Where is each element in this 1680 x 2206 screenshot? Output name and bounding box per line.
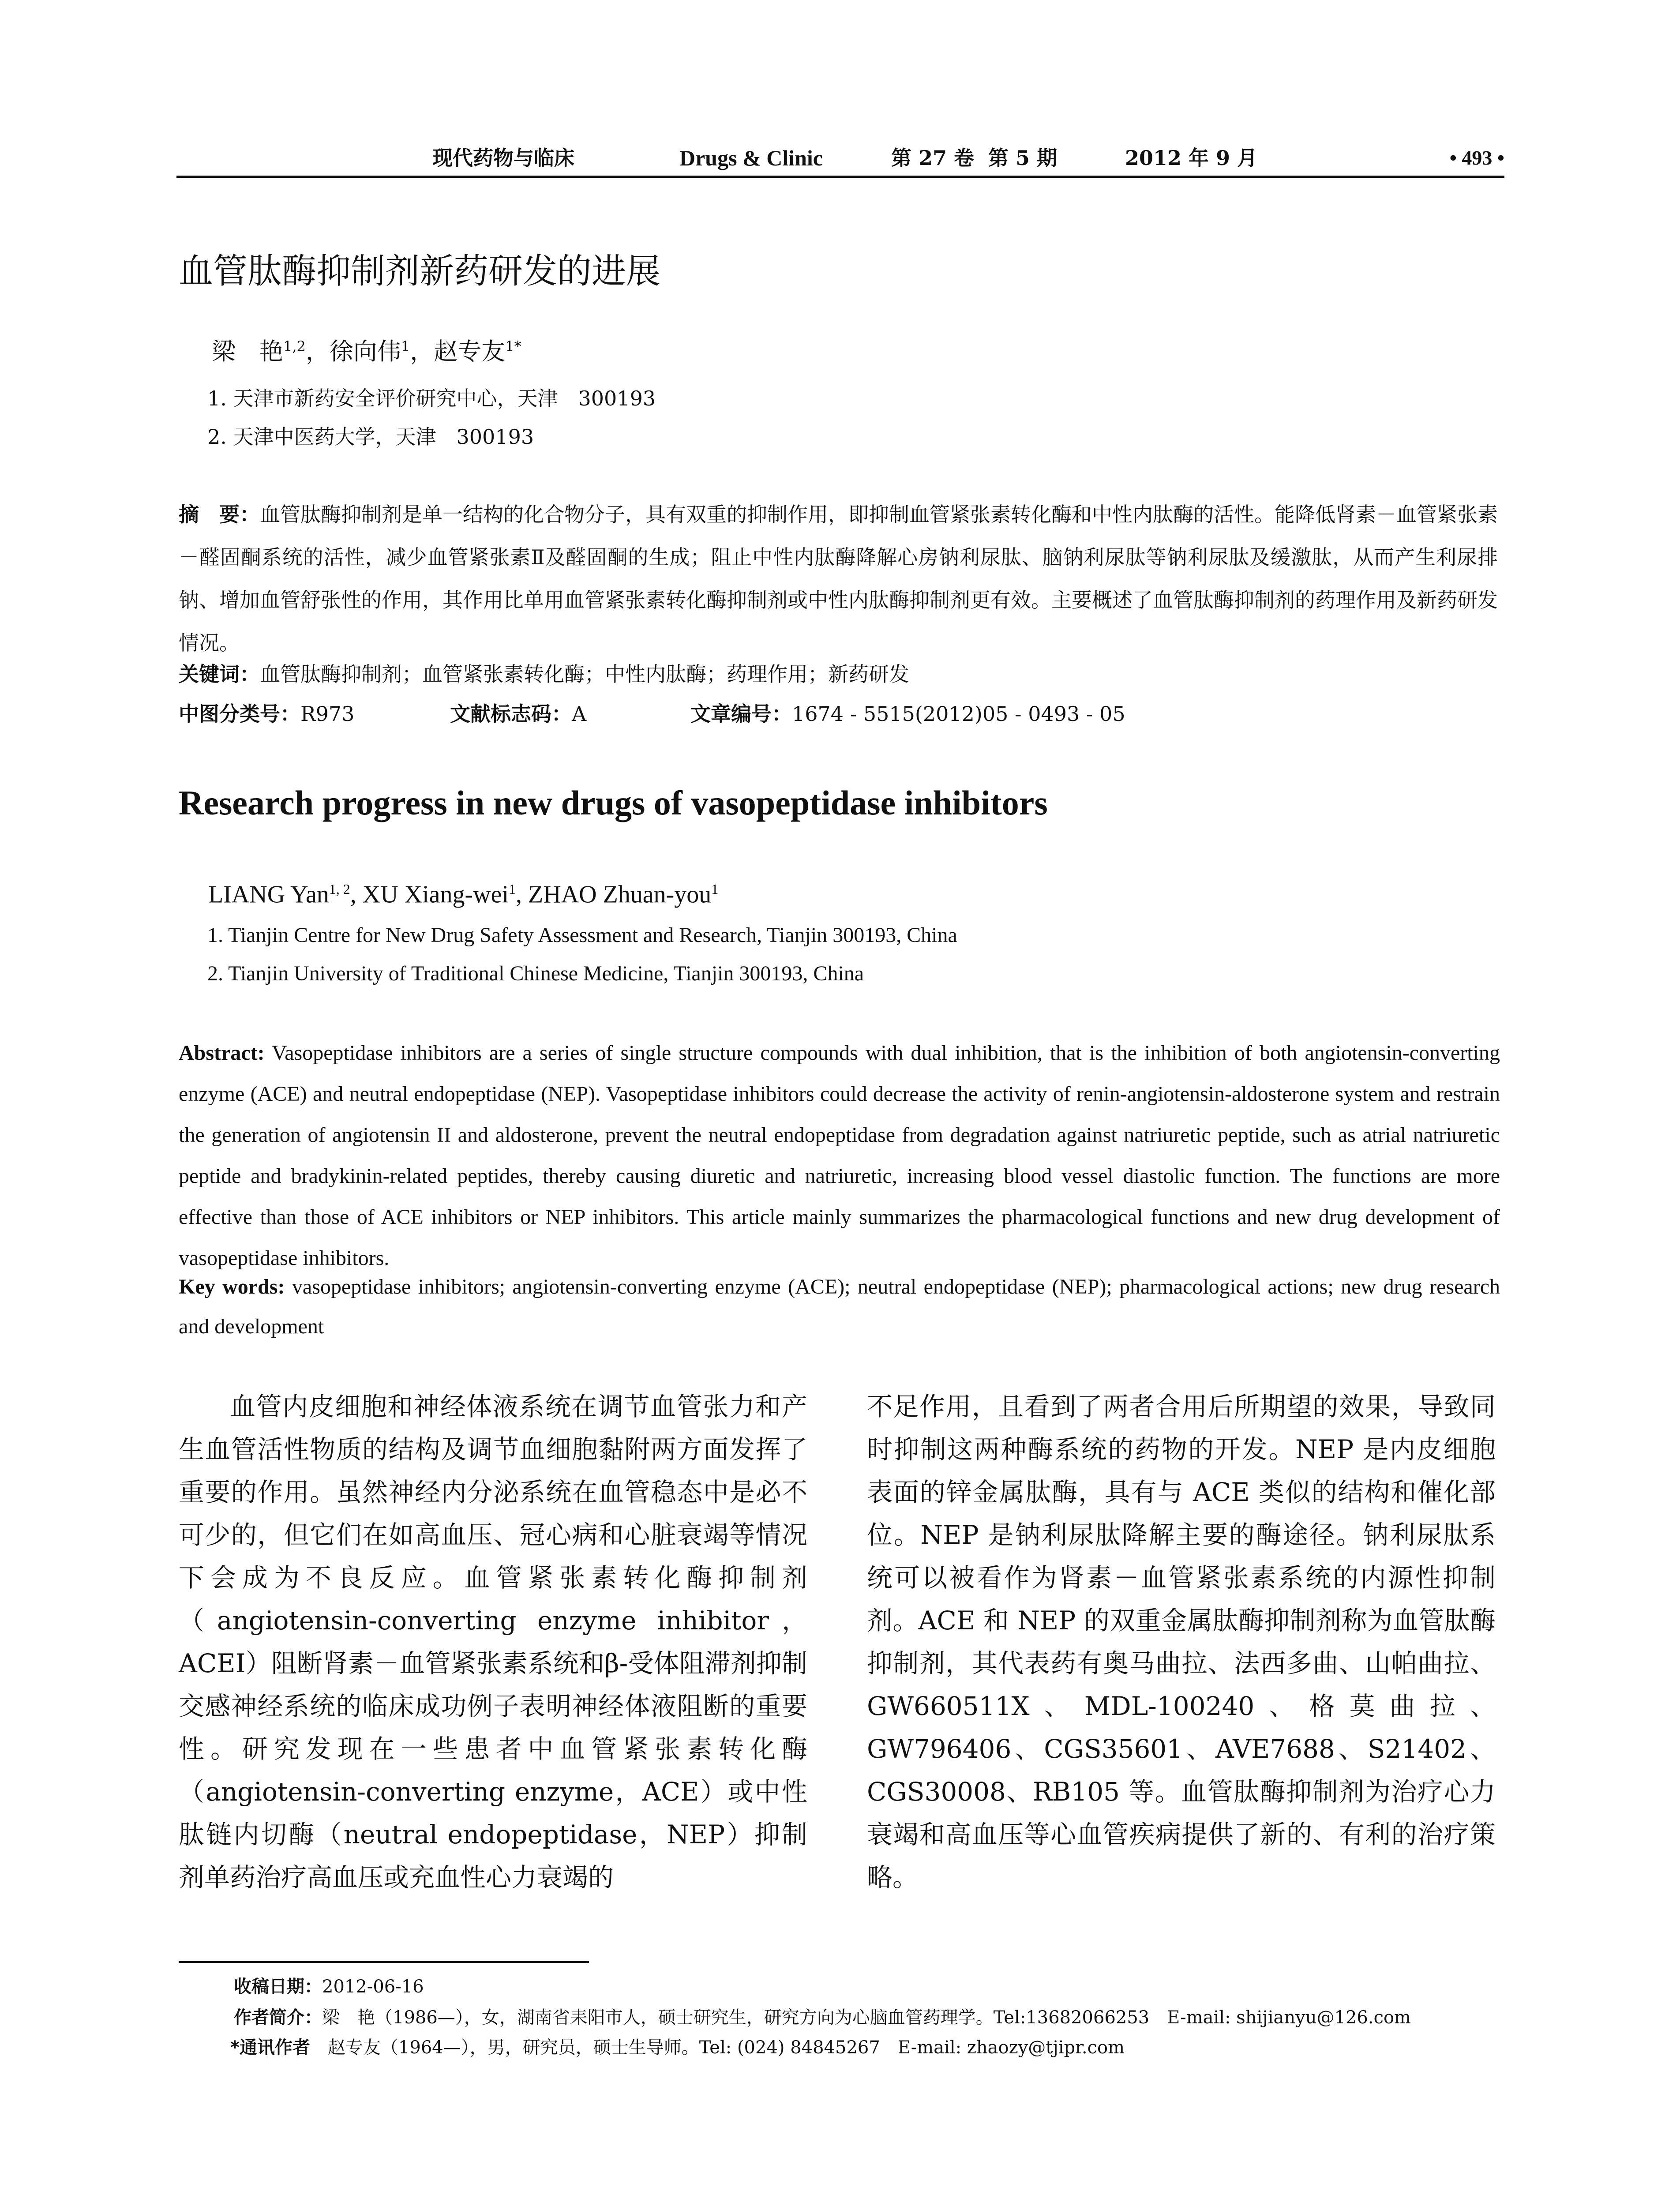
received-label: 收稿日期： bbox=[234, 1977, 322, 1997]
clc-value: R973 bbox=[300, 702, 355, 726]
keywords-en-text: vasopeptidase inhibitors; angiotensin-converting enzyme (ACE); neutral endopeptidase (NEP); pharmacological actions; new drug research and development bbox=[179, 1275, 1500, 1338]
document-code bbox=[450, 696, 586, 732]
keywords-en bbox=[179, 1267, 1500, 1347]
volume-number: 第 27 卷 bbox=[891, 146, 975, 170]
page-number: • 493 • bbox=[1449, 146, 1504, 169]
author-superscript: 1* bbox=[505, 338, 521, 355]
bio-label: 作者简介： bbox=[234, 2007, 322, 2028]
doc-label: 文献标志码： bbox=[450, 702, 572, 726]
author-superscript: 1,2 bbox=[283, 338, 306, 355]
author-superscript: 1 bbox=[711, 881, 719, 897]
publication-date: 2012 年 9 月 bbox=[1125, 146, 1258, 170]
abstract-en-label: Abstract: bbox=[179, 1041, 265, 1065]
author-name: LIANG Yan bbox=[208, 881, 329, 908]
article-title-cn: 血管肽酶抑制剂新药研发的进展 bbox=[179, 251, 661, 291]
header-rule bbox=[176, 176, 1504, 178]
author-separator: ， bbox=[305, 338, 330, 365]
affiliation-cn-2: 2. 天津中医药大学，天津 300193 bbox=[207, 425, 534, 449]
article-value: 1674 - 5515(2012)05 - 0493 - 05 bbox=[792, 702, 1125, 726]
running-header bbox=[176, 140, 1504, 176]
body-column-left: 血管内皮细胞和神经体液系统在调节血管张力和产生血管活性物质的结构及调节血细胞黏附两方面发挥了重要的作用。虽然神经内分泌系统在血管稳态中是必不可少的，但它们在如高血压、冠心病和心脏衰竭等情况下会成为不良反应。血管紧张素转化酶抑制剂（angiotensin-converting enzyme inhibitor，ACEI）阻断肾素－血管紧张素系统和β-受体阻滞剂抑制交感神经系统的临床成功例子表明神经体液阻断的重要性。研究发现在一些患者中血管紧张素转化酶（angiotensin-converting enzyme，ACE）或中性肽链内切酶（neutral endopeptidase，NEP）抑制剂单药治疗高血压或充血性心力衰竭的 bbox=[179, 1392, 807, 1892]
keywords-cn bbox=[179, 657, 909, 692]
author-name: , ZHAO Zhuan-you bbox=[516, 881, 712, 908]
abstract-cn bbox=[179, 493, 1498, 664]
abstract-en bbox=[179, 1032, 1500, 1279]
corr-label: *通讯作者 bbox=[230, 2037, 310, 2058]
author-name: 赵专友 bbox=[434, 338, 506, 365]
bio-value: 梁 艳（1986—），女，湖南省耒阳市人，硕士研究生，研究方向为心脑血管药理学。Tel:13682066253 E-mail: shijianyu@126.com bbox=[322, 2007, 1411, 2028]
affiliation-en-1: 1. Tianjin Centre for New Drug Safety Assessment and Research, Tianjin 300193, China bbox=[207, 923, 957, 947]
abstract-cn-label: 摘 要： bbox=[179, 503, 260, 526]
abstract-cn-text: 血管肽酶抑制剂是单一结构的化合物分子，具有双重的抑制作用，即抑制血管紧张素转化酶和中性内肽酶的活性。能降低肾素－血管紧张素－醛固酮系统的活性，减少血管紧张素Ⅱ及醛固酮的生成；阻止中性内肽酶降解心房钠利尿肽、脑钠利尿肽等钠利尿肽及缓激肽，从而产生利尿排钠、增加血管舒张性的作用，其作用比单用血管紧张素转化酶抑制剂或中性内肽酶抑制剂更有效。主要概述了血管肽酶抑制剂的药理作用及新药研发情况。 bbox=[179, 503, 1498, 655]
received-value: 2012-06-16 bbox=[322, 1977, 424, 1997]
classification-line bbox=[179, 696, 1502, 732]
footnote-corresponding-author bbox=[230, 2032, 1125, 2063]
journal-name-en: Drugs & Clinic bbox=[679, 146, 823, 170]
article-title-en: Research progress in new drugs of vasopeptidase inhibitors bbox=[179, 784, 1048, 822]
author-name: 徐向伟 bbox=[329, 338, 401, 365]
keywords-cn-text: 血管肽酶抑制剂；血管紧张素转化酶；中性内肽酶；药理作用；新药研发 bbox=[260, 662, 909, 686]
affiliation-cn-1: 1. 天津市新药安全评价研究中心，天津 300193 bbox=[207, 386, 656, 410]
author-name: , XU Xiang-wei bbox=[350, 881, 509, 908]
author-separator: ， bbox=[410, 338, 434, 365]
authors-en bbox=[208, 871, 718, 912]
keywords-cn-label: 关键词： bbox=[179, 662, 260, 686]
affiliation-en-2: 2. Tianjin University of Traditional Chinese Medicine, Tianjin 300193, China bbox=[207, 962, 864, 985]
article-id bbox=[690, 696, 1125, 732]
corr-value: 赵专友（1964—），男，研究员，硕士生导师。Tel: (024) 84845267 E-mail: zhaozy@tjipr.com bbox=[310, 2037, 1125, 2058]
keywords-en-label: Key words: bbox=[179, 1275, 285, 1298]
footnote-received bbox=[234, 1971, 424, 2002]
author-superscript: 1 bbox=[401, 338, 410, 355]
clc-number bbox=[179, 696, 354, 732]
author-superscript: 1 bbox=[509, 881, 516, 897]
issue-number: 第 5 期 bbox=[988, 146, 1058, 170]
article-label: 文章编号： bbox=[690, 702, 792, 726]
author-superscript: 1, 2 bbox=[329, 881, 350, 897]
abstract-en-text: Vasopeptidase inhibitors are a series of single structure compounds with dual inhibition, that is the inhibition of both angiotensin-converting enzyme (ACE) and neutral endopeptidase (NEP). Vasopeptidase inhibitors could decrease the activity of renin-angiotensin-aldosterone system and restrain the generation of angiotensin II and aldosterone, prevent the neutral endopeptidase from degradation against natriuretic peptide, such as atrial natriuretic peptide and bradykinin-related peptides, thereby causing diuretic and natriuretic, increasing blood vessel diastolic function. The functions are more effective than those of ACE inhibitors or NEP inhibitors. This article mainly summarizes the pharmacological functions and new drug development of vasopeptidase inhibitors. bbox=[179, 1041, 1500, 1270]
authors-cn bbox=[212, 329, 521, 369]
author-name: 梁 艳 bbox=[212, 338, 283, 365]
doc-value: A bbox=[572, 702, 587, 726]
footnote-rule bbox=[179, 1961, 589, 1963]
clc-label: 中图分类号： bbox=[179, 702, 300, 726]
body-column-right: 不足作用，且看到了两者合用后所期望的效果，导致同时抑制这两种酶系统的药物的开发。NEP 是内皮细胞表面的锌金属肽酶，具有与 ACE 类似的结构和催化部位。NEP 是钠利尿肽降解主要的酶途径。钠利尿肽系统可以被看作为肾素－血管紧张素系统的内源性抑制剂。ACE 和 NEP 的双重金属肽酶抑制剂称为血管肽酶抑制剂，其代表药有奥马曲拉、法西多曲、山帕曲拉、GW660511X、MDL-100240、格莫曲拉、GW796406、CGS35601、AVE7688、S21402、CGS30008、RB105 等。血管肽酶抑制剂为治疗心力衰竭和高血压等心血管疾病提供了新的、有利的治疗策略。 bbox=[867, 1392, 1496, 1892]
journal-name-cn: 现代药物与临床 bbox=[432, 146, 574, 170]
footnote-author-bio bbox=[234, 2002, 1411, 2033]
